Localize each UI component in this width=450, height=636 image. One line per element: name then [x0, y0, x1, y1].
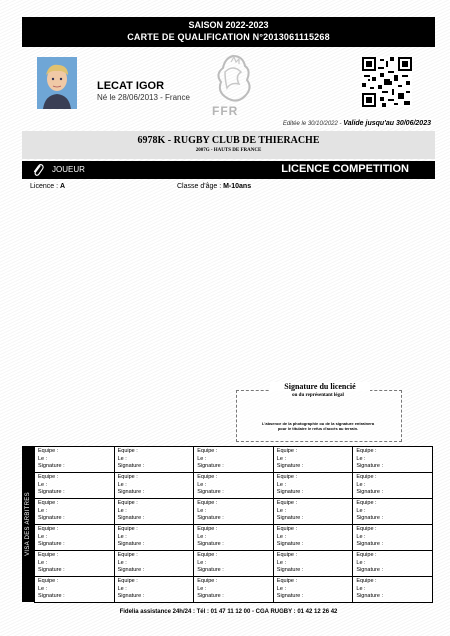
- assistance-footer: Fidelia assistance 24h/24 : Tél : 01 47 11 12 00 - CGA RUGBY : 01 42 12 26 42: [119, 609, 338, 615]
- referee-visa-cell: [274, 551, 354, 577]
- referee-team-label: Equipe :: [38, 526, 59, 532]
- referee-signature-label: Signature :: [117, 541, 145, 547]
- referee-signature-label: Signature :: [356, 463, 383, 469]
- referee-date-label: Le :: [117, 507, 127, 514]
- referee-visa-cell: [35, 525, 115, 551]
- referee-team-label: Equipe :: [117, 448, 138, 454]
- referee-signature-label: Signature :: [38, 541, 65, 547]
- referee-team-label: Equipe :: [38, 500, 59, 506]
- player-role: JOUEUR: [52, 165, 85, 174]
- referee-signature-label: Signature :: [117, 463, 145, 469]
- signature-note-line: L'absence de la photographie ou de la signature entraînera: [261, 421, 375, 426]
- club-region: 2007G - HAUTS DE FRANCE: [195, 148, 262, 153]
- referee-date-label: Le :: [356, 559, 366, 566]
- referee-signature-label: Signature :: [197, 515, 224, 521]
- referee-date-label: Le :: [197, 507, 207, 514]
- referee-date-label: Le :: [117, 533, 127, 540]
- referee-team-label: Equipe :: [356, 500, 377, 506]
- licence-category: [30, 183, 65, 190]
- age-class: [177, 183, 251, 190]
- referee-date-label: Le :: [38, 481, 48, 488]
- referee-date-label: Le :: [197, 455, 207, 462]
- referee-visa-cell: [194, 551, 274, 577]
- referee-date-label: Le :: [38, 507, 48, 514]
- referee-date-label: Le :: [356, 507, 366, 514]
- signature-note-line: pour le titulaire le refus d'accès au terrain.: [277, 426, 359, 431]
- referee-signature-label: Signature :: [197, 567, 224, 573]
- referee-team-label: Equipe :: [197, 552, 218, 558]
- referee-visa-cell: [35, 473, 115, 499]
- referee-signature-label: Signature :: [197, 463, 224, 469]
- referee-visa-cell: [115, 577, 195, 603]
- referee-visa-cell: [194, 447, 274, 473]
- referee-date-label: Le :: [117, 585, 127, 592]
- referee-date-label: Le :: [276, 533, 286, 540]
- referee-signature-label: Signature :: [276, 567, 304, 573]
- edition-date: Editée le 30/10/2022 -: [282, 121, 344, 127]
- referee-team-label: Equipe :: [117, 526, 138, 532]
- player-birth: Né le 28/06/2013 - France: [97, 93, 190, 102]
- referee-signature-label: Signature :: [276, 593, 304, 599]
- card-title: CARTE DE QUALIFICATION N°2013061115268: [127, 32, 330, 42]
- referee-visa-cell: [194, 577, 274, 603]
- referee-team-label: Equipe :: [276, 500, 297, 506]
- referee-team-label: Equipe :: [117, 474, 138, 480]
- referee-visa-text: VISA DES ARBITRES: [25, 492, 31, 556]
- age-value: M-10ans: [223, 183, 252, 190]
- club-box: [22, 131, 435, 159]
- referee-visa-cell: [353, 525, 433, 551]
- referee-team-label: Equipe :: [38, 474, 59, 480]
- referee-visa-cell: [274, 525, 354, 551]
- referee-date-label: Le :: [38, 455, 48, 462]
- ffr-logo-text: FFR: [212, 104, 239, 118]
- referee-date-label: Le :: [117, 559, 127, 566]
- referee-team-label: Equipe :: [356, 578, 377, 584]
- referee-visa-cell: [194, 525, 274, 551]
- referee-date-label: Le :: [197, 585, 207, 592]
- referee-team-label: Equipe :: [117, 578, 138, 584]
- referee-date-label: Le :: [38, 533, 48, 540]
- referee-visa-cell: [35, 551, 115, 577]
- referee-visa-cell: [115, 499, 195, 525]
- referee-date-label: Le :: [117, 455, 127, 462]
- referee-visa-cell: [274, 473, 354, 499]
- referee-visa-cell: [115, 447, 195, 473]
- referee-signature-label: Signature :: [117, 489, 145, 495]
- qr-code-icon: [362, 57, 412, 107]
- referee-visa-cell: [274, 499, 354, 525]
- referee-team-label: Equipe :: [356, 526, 377, 532]
- referee-signature-label: Signature :: [38, 489, 65, 495]
- referee-signature-label: Signature :: [276, 463, 304, 469]
- referee-signature-label: Signature :: [38, 567, 65, 573]
- validity-date: Valide jusqu'au 30/06/2023: [343, 120, 431, 127]
- referee-signature-label: Signature :: [356, 593, 383, 599]
- referee-date-label: Le :: [276, 455, 286, 462]
- referee-visa-cell: [115, 551, 195, 577]
- referee-signature-label: Signature :: [356, 541, 383, 547]
- referee-team-label: Equipe :: [197, 448, 218, 454]
- referee-visa-label: [22, 446, 34, 602]
- licence-value: A: [59, 183, 66, 190]
- referee-signature-label: Signature :: [356, 567, 383, 573]
- player-photo: [37, 57, 77, 109]
- referee-visa-cell: [353, 447, 433, 473]
- referee-visa-cell: [274, 577, 354, 603]
- referee-visa-cell: [353, 577, 433, 603]
- referee-date-label: Le :: [356, 533, 366, 540]
- referee-team-label: Equipe :: [197, 474, 218, 480]
- referee-date-label: Le :: [197, 481, 207, 488]
- referee-signature-label: Signature :: [38, 515, 65, 521]
- referee-team-label: Equipe :: [356, 552, 377, 558]
- referee-signature-label: Signature :: [117, 567, 145, 573]
- referee-visa-cell: [115, 525, 195, 551]
- club-name: 6978K - RUGBY CLUB DE THIERACHE: [137, 135, 320, 146]
- referee-signature-label: Signature :: [197, 593, 224, 599]
- referee-date-label: Le :: [276, 585, 286, 592]
- referee-date-label: Le :: [197, 559, 207, 566]
- referee-team-label: Equipe :: [276, 448, 297, 454]
- referee-signature-label: Signature :: [276, 515, 304, 521]
- referee-team-label: Equipe :: [117, 500, 138, 506]
- referee-date-label: Le :: [356, 481, 366, 488]
- referee-team-label: Equipe :: [197, 526, 218, 532]
- referee-date-label: Le :: [356, 585, 366, 592]
- referee-team-label: Equipe :: [38, 552, 59, 558]
- referee-signature-label: Signature :: [356, 489, 383, 495]
- referee-visa-cell: [274, 447, 354, 473]
- referee-team-label: Equipe :: [276, 578, 297, 584]
- referee-team-label: Equipe :: [197, 500, 218, 506]
- referee-team-label: Equipe :: [197, 578, 218, 584]
- referee-visa-cell: [353, 473, 433, 499]
- age-label: Classe d'âge :: [177, 183, 224, 190]
- signature-subtitle: ou du représentant légal: [292, 393, 344, 398]
- referee-signature-label: Signature :: [117, 593, 145, 599]
- referee-team-label: Equipe :: [276, 474, 297, 480]
- licence-type: LICENCE COMPETITION: [281, 163, 409, 175]
- referee-visa-grid: [34, 446, 433, 603]
- referee-team-label: Equipe :: [276, 526, 297, 532]
- referee-team-label: Equipe :: [38, 578, 59, 584]
- referee-visa-cell: [353, 551, 433, 577]
- referee-team-label: Equipe :: [356, 474, 377, 480]
- season-header: [22, 17, 435, 47]
- referee-date-label: Le :: [197, 533, 207, 540]
- referee-date-label: Le :: [356, 455, 366, 462]
- referee-signature-label: Signature :: [276, 541, 304, 547]
- player-name: LECAT IGOR: [97, 80, 165, 92]
- signature-title: Signature du licencié: [270, 382, 370, 391]
- referee-visa-cell: [35, 577, 115, 603]
- referee-date-label: Le :: [38, 585, 48, 592]
- referee-visa-cell: [194, 499, 274, 525]
- referee-visa-cell: [194, 473, 274, 499]
- referee-signature-label: Signature :: [197, 541, 224, 547]
- referee-visa-cell: [35, 447, 115, 473]
- referee-signature-label: Signature :: [276, 489, 304, 495]
- referee-date-label: Le :: [276, 559, 286, 566]
- referee-team-label: Equipe :: [356, 448, 377, 454]
- referee-visa-cell: [353, 499, 433, 525]
- referee-signature-label: Signature :: [117, 515, 145, 521]
- referee-signature-label: Signature :: [38, 463, 65, 469]
- referee-signature-label: Signature :: [38, 593, 65, 599]
- licence-label: Licence :: [30, 183, 60, 190]
- referee-team-label: Equipe :: [117, 552, 138, 558]
- referee-date-label: Le :: [276, 481, 286, 488]
- referee-visa-cell: [115, 473, 195, 499]
- season-text: SAISON 2022-2023: [188, 20, 269, 30]
- referee-date-label: Le :: [117, 481, 127, 488]
- referee-date-label: Le :: [276, 507, 286, 514]
- referee-date-label: Le :: [38, 559, 48, 566]
- paperclip-icon: [32, 163, 44, 177]
- edition-line: [180, 120, 431, 127]
- licence-bar: [22, 161, 435, 179]
- signature-note: [250, 421, 386, 431]
- referee-signature-label: Signature :: [197, 489, 224, 495]
- referee-signature-label: Signature :: [356, 515, 383, 521]
- referee-visa-cell: [35, 499, 115, 525]
- referee-team-label: Equipe :: [276, 552, 297, 558]
- referee-team-label: Equipe :: [38, 448, 59, 454]
